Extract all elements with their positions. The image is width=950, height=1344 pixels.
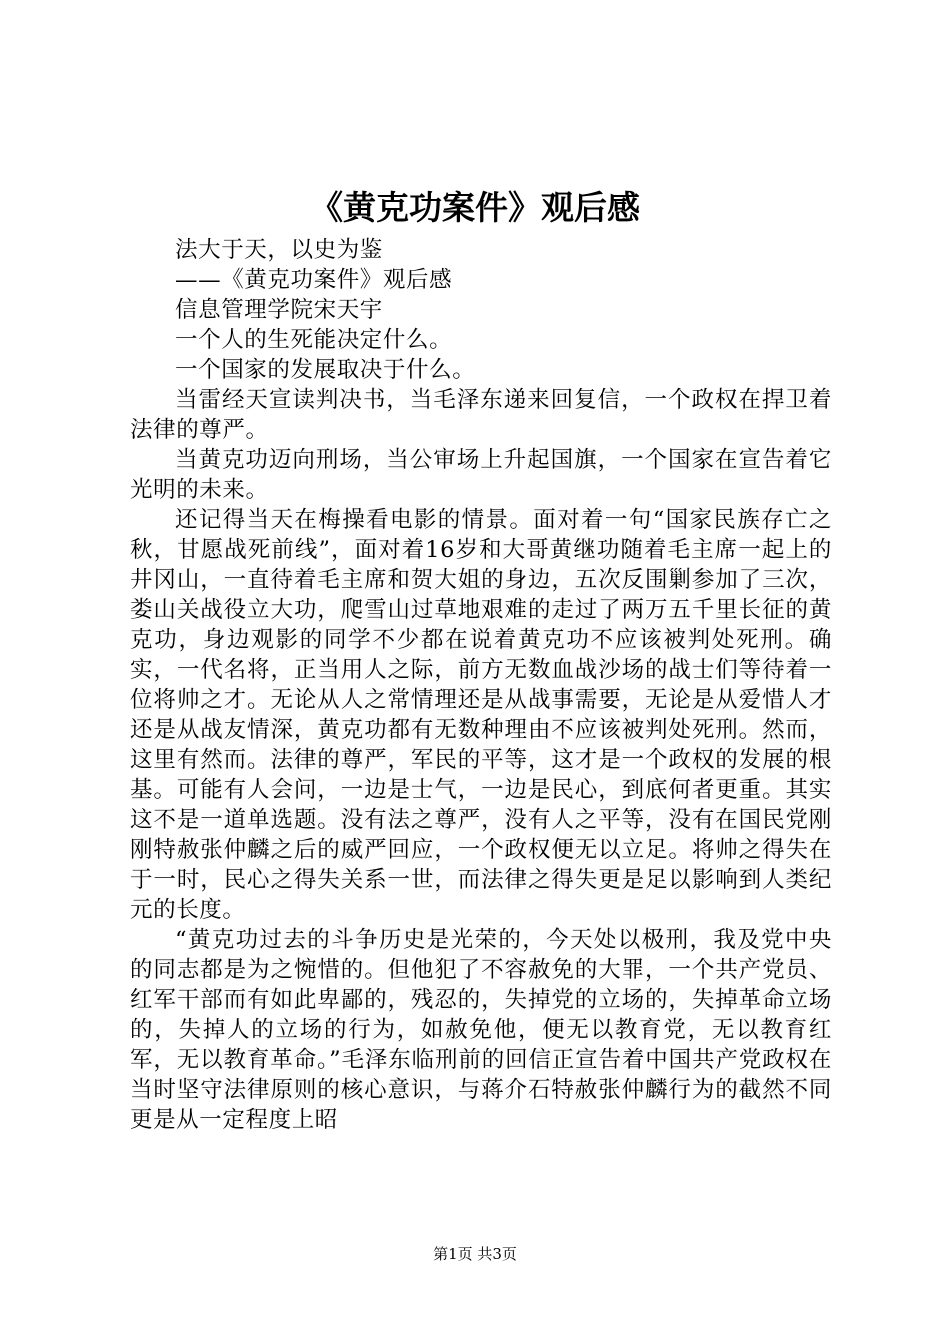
subtitle-line: 法大于天，以史为鉴 <box>175 237 383 263</box>
body-paragraph: 还记得当天在梅操看电影的情景。面对着一句“国家民族存亡之秋，甘愿战死前线”，面对着16岁和大哥黄继功随着毛主席一起上的井冈山，一直待着毛主席和贺大姐的身边，五次反围剿参加了三次，娄山关战役立大功，爬雪山过草地艰难的走过了两万五千里长征的黄克功，身边观影的同学不少都在说着黄克功不应该被判处死刑。确实，一代名将，正当用人之际，前方无数血战沙场的战士们等待着一位将帅之才。无论从人之常情理还是从战事需要，无论是从爱惜人才还是从战友情深，黄克功都有无数种理由不应该被判处死刑。然而，这里有然而。法律的尊严，军民的平等，这才是一个政权的发展的根基。可能有人会问，一边是士气，一边是民心，到底何者更重。其实这不是一道单选题。没有法之尊严，没有人之平等，没有在国民党刚刚特赦张仲麟之后的威严回应，一个政权便无以立足。将帅之得失在于一时，民心之得失关系一世，而法律之得失更是足以影响到人类纪元的长度。 <box>130 507 832 923</box>
body-paragraph: 当雷经天宣读判决书，当毛泽东递来回复信，一个政权在捍卫着法律的尊严。 <box>130 387 832 443</box>
document-body <box>130 235 832 1135</box>
document-title: 《黄克功案件》观后感 <box>310 188 640 227</box>
body-paragraph: 一个人的生死能决定什么。 <box>175 327 453 353</box>
subtitle-line: ——《黄克功案件》观后感 <box>175 267 453 293</box>
body-paragraph: 当黄克功迈向刑场，当公审场上升起国旗，一个国家在宣告着它光明的未来。 <box>130 447 832 503</box>
author-line: 信息管理学院宋天宇 <box>175 297 383 323</box>
body-paragraph: “黄克功过去的斗争历史是光荣的，今天处以极刑，我及党中央的同志都是为之惋惜的。但他犯了不容赦免的大罪，一个共产党员、红军干部而有如此卑鄙的，残忍的，失掉党的立场的，失掉革命立场的，失掉人的立场的行为，如赦免他，便无以教育党，无以教育红军，无以教育革命。”毛泽东临刑前的回信正宣告着中国共产党政权在当时坚守法律原则的核心意识，与蒋介石特赦张仲麟行为的截然不同更是从一定程度上昭 <box>130 927 832 1133</box>
body-paragraph: 一个国家的发展取决于什么。 <box>175 357 476 383</box>
page-number-footer: 第1页 共3页 <box>433 1245 517 1263</box>
